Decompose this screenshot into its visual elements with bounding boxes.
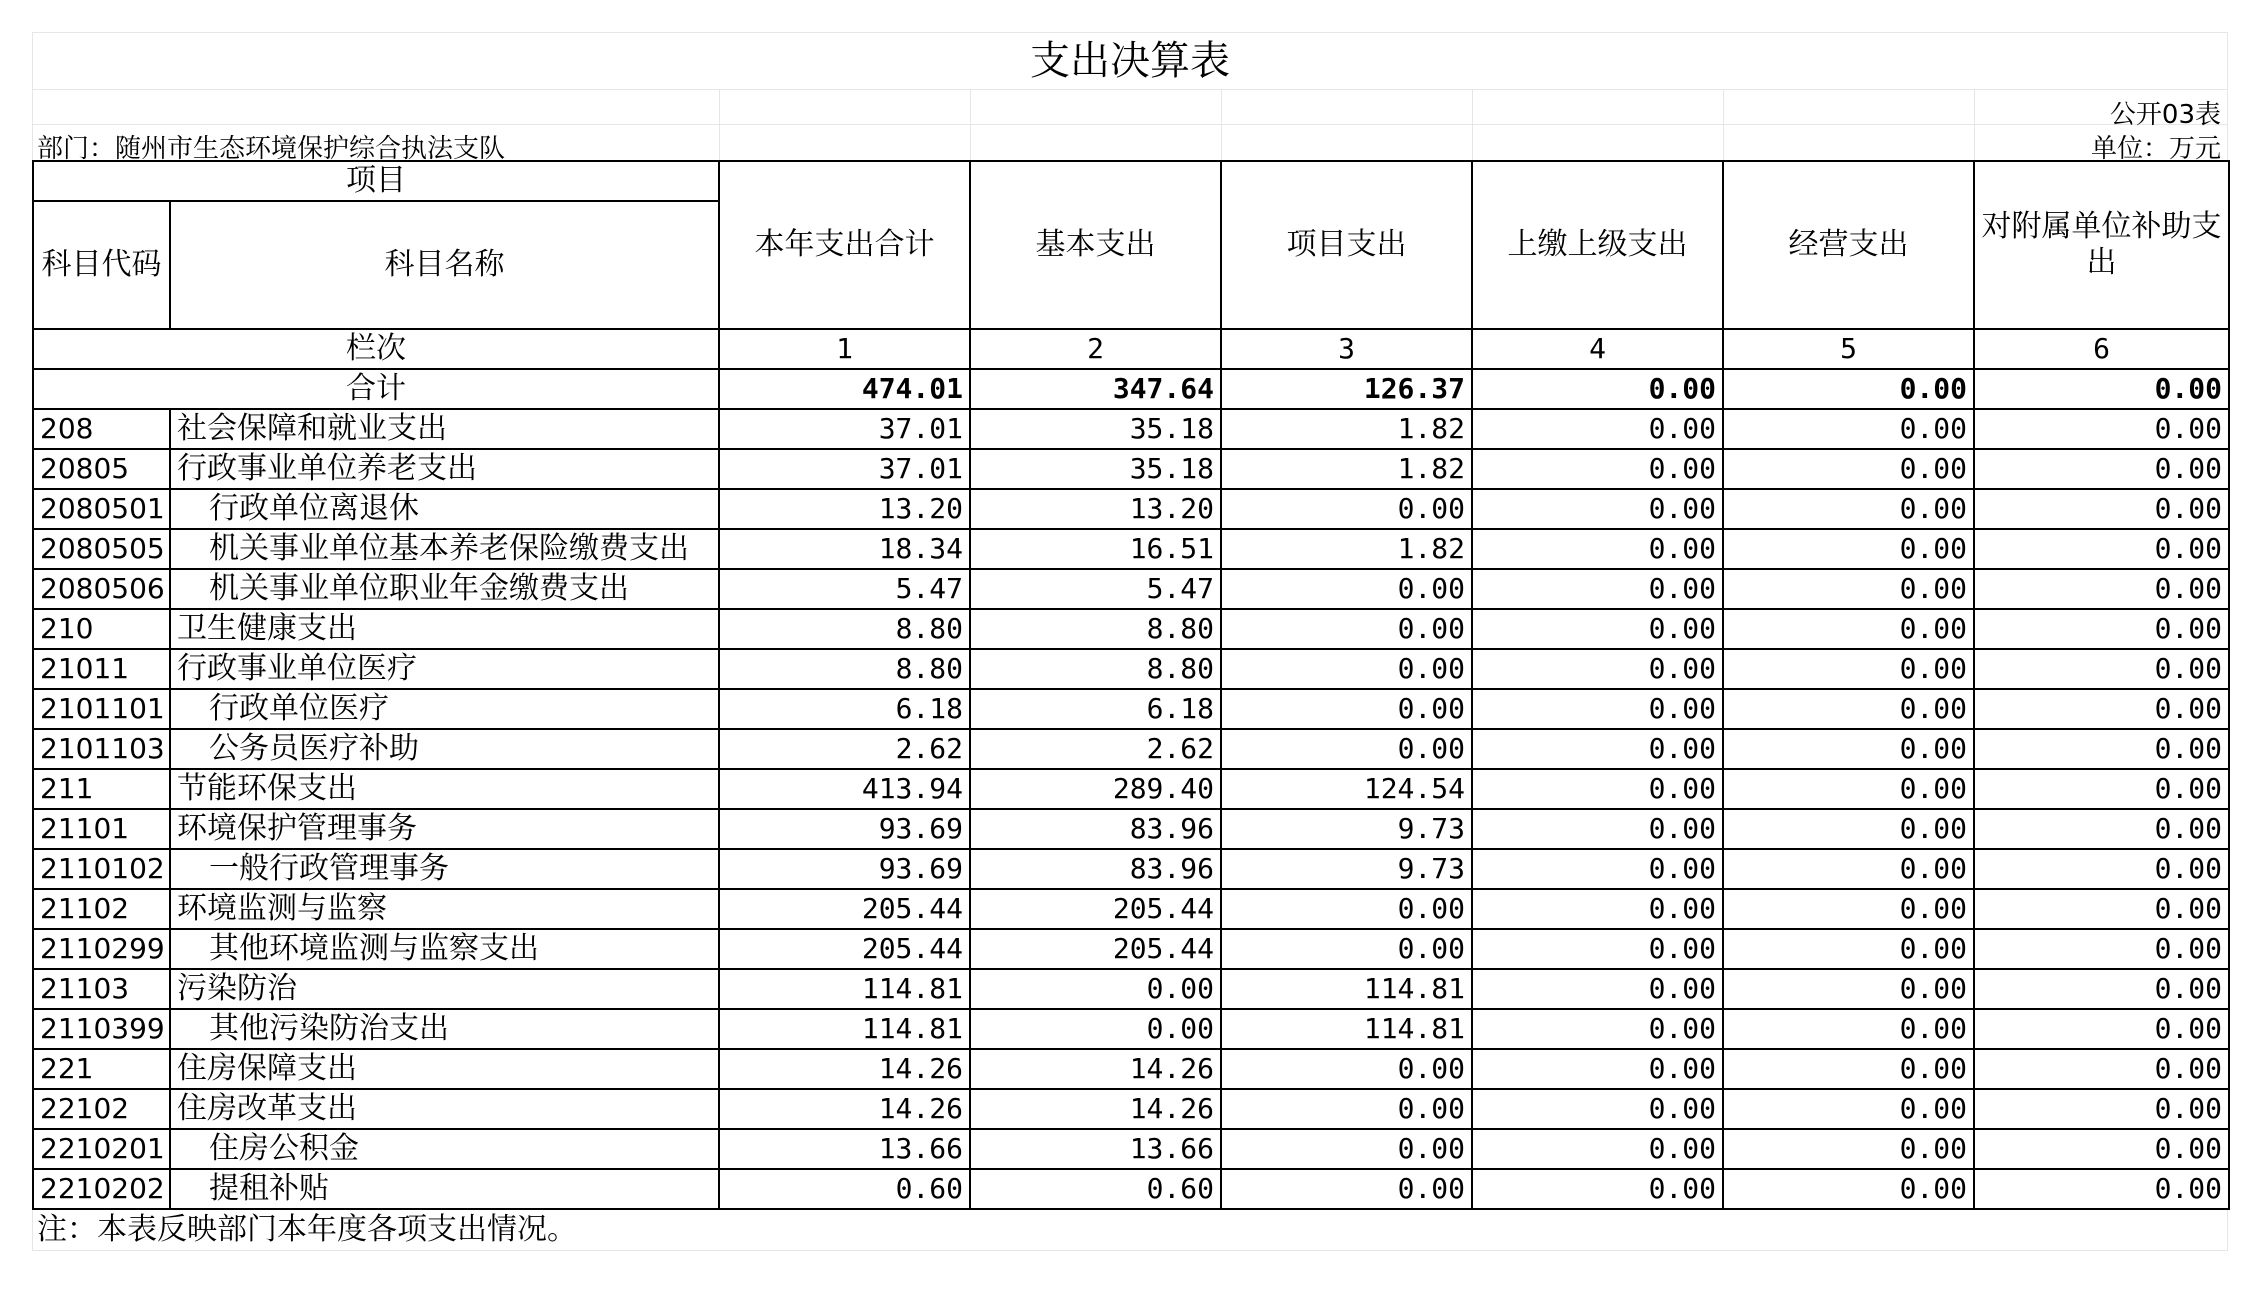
subject-code: 21101 [33,809,170,849]
amount-cell: 93.69 [719,849,970,889]
amount-cell: 0.00 [1221,729,1472,769]
table-row [33,569,2229,609]
amount-cell: 0.00 [1472,769,1723,809]
table-row [33,1009,2229,1049]
amount-cell: 0.00 [1974,849,2229,889]
amount-cell: 0.00 [1723,1129,1974,1169]
amount-cell: 0.00 [1723,1009,1974,1049]
amount-cell: 8.80 [970,649,1221,689]
amount-cell: 205.44 [719,929,970,969]
table-row [33,529,2229,569]
amount-cell: 0.00 [1974,889,2229,929]
amount-cell: 0.00 [1221,569,1472,609]
amount-cell: 2.62 [719,729,970,769]
table-row [33,1089,2229,1129]
amount-cell: 0.00 [970,1009,1221,1049]
amount-cell: 0.00 [1723,809,1974,849]
amount-cell: 289.40 [970,769,1221,809]
header-subject-name: 科目名称 [170,201,719,329]
subject-name: 其他环境监测与监察支出 [170,929,719,969]
amount-cell: 13.20 [970,489,1221,529]
total-value: 0.00 [1472,369,1723,409]
subject-code: 2110399 [33,1009,170,1049]
total-label: 合计 [33,369,719,409]
amount-cell: 9.73 [1221,809,1472,849]
total-value: 474.01 [719,369,970,409]
amount-cell: 0.00 [1221,929,1472,969]
amount-cell: 0.00 [1723,609,1974,649]
amount-cell: 0.00 [1221,889,1472,929]
column-number: 1 [719,329,970,369]
subject-name: 节能环保支出 [170,769,719,809]
amount-cell: 0.00 [1472,1009,1723,1049]
subject-code: 2110102 [33,849,170,889]
amount-cell: 13.66 [719,1129,970,1169]
sheet-meta [32,89,2228,164]
subject-code: 2101103 [33,729,170,769]
subject-name: 住房改革支出 [170,1089,719,1129]
subject-code: 208 [33,409,170,449]
amount-cell: 0.00 [1723,929,1974,969]
amount-cell: 0.00 [1472,529,1723,569]
amount-cell: 0.00 [1974,649,2229,689]
amount-cell: 0.00 [1472,449,1723,489]
table-note: 注：本表反映部门本年度各项支出情况。 [32,1210,2228,1251]
subject-code: 2101101 [33,689,170,729]
column-number-row [33,329,2229,369]
column-number-label: 栏次 [33,329,719,369]
total-value: 0.00 [1723,369,1974,409]
table-row [33,489,2229,529]
total-value: 347.64 [970,369,1221,409]
amount-cell: 1.82 [1221,409,1472,449]
amount-cell: 0.00 [1723,409,1974,449]
amount-cell: 0.00 [1974,569,2229,609]
table-row [33,449,2229,489]
table-row [33,929,2229,969]
subject-name: 环境保护管理事务 [170,809,719,849]
header-total-expenditure: 本年支出合计 [719,161,970,329]
amount-cell: 14.26 [719,1089,970,1129]
table-row [33,809,2229,849]
amount-cell: 0.00 [1723,889,1974,929]
subject-name: 行政事业单位养老支出 [170,449,719,489]
department-label: 部门：随州市生态环境保护综合执法支队 [37,134,506,164]
amount-cell: 5.47 [970,569,1221,609]
amount-cell: 0.00 [1472,929,1723,969]
amount-cell: 0.00 [1974,769,2229,809]
amount-cell: 16.51 [970,529,1221,569]
amount-cell: 0.00 [1472,609,1723,649]
table-row [33,849,2229,889]
amount-cell: 0.00 [1221,489,1472,529]
amount-cell: 93.69 [719,809,970,849]
unit-label: 单位：万元 [2090,134,2221,164]
amount-cell: 9.73 [1221,849,1472,889]
sheet-title: 支出决算表 [32,32,2228,89]
table-row [33,409,2229,449]
amount-cell: 5.47 [719,569,970,609]
subject-name: 机关事业单位职业年金缴费支出 [170,569,719,609]
amount-cell: 205.44 [970,929,1221,969]
amount-cell: 0.00 [1472,889,1723,929]
amount-cell: 0.00 [1723,689,1974,729]
column-number: 4 [1472,329,1723,369]
subject-name: 其他污染防治支出 [170,1009,719,1049]
amount-cell: 0.00 [1472,489,1723,529]
amount-cell: 0.00 [1472,1089,1723,1129]
amount-cell: 0.00 [1723,569,1974,609]
spreadsheet [32,32,2228,1251]
amount-cell: 124.54 [1221,769,1472,809]
amount-cell: 0.00 [1221,649,1472,689]
amount-cell: 6.18 [970,689,1221,729]
amount-cell: 413.94 [719,769,970,809]
amount-cell: 0.00 [1974,809,2229,849]
column-number: 5 [1723,329,1974,369]
header-basic-expenditure: 基本支出 [970,161,1221,329]
amount-cell: 0.00 [1723,729,1974,769]
amount-cell: 0.60 [719,1169,970,1209]
table-row [33,689,2229,729]
total-value: 126.37 [1221,369,1472,409]
table-row [33,889,2229,929]
amount-cell: 13.66 [970,1129,1221,1169]
amount-cell: 83.96 [970,809,1221,849]
subject-code: 2210201 [33,1129,170,1169]
header-subject-code: 科目代码 [33,201,170,329]
amount-cell: 0.00 [1472,1129,1723,1169]
amount-cell: 1.82 [1221,529,1472,569]
amount-cell: 0.00 [1974,449,2229,489]
amount-cell: 0.00 [1221,1049,1472,1089]
subject-code: 2080501 [33,489,170,529]
amount-cell: 0.00 [1723,1049,1974,1089]
amount-cell: 0.00 [1472,849,1723,889]
amount-cell: 0.00 [1723,849,1974,889]
amount-cell: 0.00 [1974,969,2229,1009]
subject-name: 住房保障支出 [170,1049,719,1089]
subject-code: 2110299 [33,929,170,969]
amount-cell: 0.00 [1974,729,2229,769]
amount-cell: 83.96 [970,849,1221,889]
amount-cell: 0.00 [1472,689,1723,729]
table-row [33,969,2229,1009]
table-row [33,1169,2229,1209]
header-project-expenditure: 项目支出 [1221,161,1472,329]
amount-cell: 0.00 [1974,1129,2229,1169]
amount-cell: 2.62 [970,729,1221,769]
amount-cell: 0.00 [1472,1049,1723,1089]
amount-cell: 0.00 [1472,969,1723,1009]
amount-cell: 35.18 [970,409,1221,449]
amount-cell: 0.00 [970,969,1221,1009]
amount-cell: 114.81 [1221,1009,1472,1049]
amount-cell: 0.00 [1974,1089,2229,1129]
total-value: 0.00 [1974,369,2229,409]
amount-cell: 0.00 [1221,689,1472,729]
subject-code: 211 [33,769,170,809]
header-project: 项目 [33,161,719,201]
subject-code: 2080506 [33,569,170,609]
expenditure-table [32,160,2230,1210]
header-remit-superior: 上缴上级支出 [1472,161,1723,329]
column-number: 3 [1221,329,1472,369]
amount-cell: 114.81 [719,969,970,1009]
amount-cell: 0.00 [1974,529,2229,569]
subject-name: 卫生健康支出 [170,609,719,649]
amount-cell: 0.00 [1974,609,2229,649]
amount-cell: 1.82 [1221,449,1472,489]
amount-cell: 0.00 [1472,409,1723,449]
subject-name: 污染防治 [170,969,719,1009]
amount-cell: 13.20 [719,489,970,529]
column-number: 6 [1974,329,2229,369]
amount-cell: 0.00 [1974,489,2229,529]
amount-cell: 205.44 [719,889,970,929]
amount-cell: 37.01 [719,409,970,449]
amount-cell: 0.00 [1974,929,2229,969]
amount-cell: 0.00 [1974,1009,2229,1049]
form-number: 公开03表 [2109,100,2221,130]
amount-cell: 114.81 [1221,969,1472,1009]
subject-code: 20805 [33,449,170,489]
subject-name: 机关事业单位基本养老保险缴费支出 [170,529,719,569]
header-row-1 [33,161,2229,201]
subject-code: 21102 [33,889,170,929]
subject-code: 210 [33,609,170,649]
amount-cell: 114.81 [719,1009,970,1049]
amount-cell: 0.00 [1472,729,1723,769]
subject-name: 社会保障和就业支出 [170,409,719,449]
amount-cell: 8.80 [719,609,970,649]
subject-name: 一般行政管理事务 [170,849,719,889]
subject-name: 提租补贴 [170,1169,719,1209]
subject-code: 2210202 [33,1169,170,1209]
amount-cell: 18.34 [719,529,970,569]
subject-name: 住房公积金 [170,1129,719,1169]
amount-cell: 0.00 [1974,1049,2229,1089]
amount-cell: 0.00 [1723,449,1974,489]
amount-cell: 37.01 [719,449,970,489]
amount-cell: 0.00 [1723,529,1974,569]
subject-code: 21103 [33,969,170,1009]
table-row [33,769,2229,809]
total-row [33,369,2229,409]
subject-name: 行政单位医疗 [170,689,719,729]
amount-cell: 0.00 [1723,1169,1974,1209]
amount-cell: 0.00 [1723,649,1974,689]
amount-cell: 0.60 [970,1169,1221,1209]
amount-cell: 14.26 [719,1049,970,1089]
subject-code: 221 [33,1049,170,1089]
amount-cell: 14.26 [970,1049,1221,1089]
table-body [33,369,2229,1209]
amount-cell: 0.00 [1723,969,1974,1009]
table-row [33,649,2229,689]
amount-cell: 0.00 [1472,809,1723,849]
amount-cell: 0.00 [1221,1169,1472,1209]
amount-cell: 0.00 [1221,1129,1472,1169]
amount-cell: 0.00 [1974,409,2229,449]
subject-code: 2080505 [33,529,170,569]
header-subsidy-subordinate: 对附属单位补助支出 [1974,161,2229,329]
table-row [33,609,2229,649]
amount-cell: 0.00 [1221,609,1472,649]
column-number: 2 [970,329,1221,369]
amount-cell: 8.80 [719,649,970,689]
amount-cell: 0.00 [1974,689,2229,729]
amount-cell: 14.26 [970,1089,1221,1129]
header-operating-expenditure: 经营支出 [1723,161,1974,329]
amount-cell: 6.18 [719,689,970,729]
amount-cell: 0.00 [1723,769,1974,809]
amount-cell: 0.00 [1723,489,1974,529]
amount-cell: 35.18 [970,449,1221,489]
subject-name: 环境监测与监察 [170,889,719,929]
amount-cell: 0.00 [1723,1089,1974,1129]
table-row [33,1049,2229,1089]
table-row [33,729,2229,769]
subject-name: 行政事业单位医疗 [170,649,719,689]
amount-cell: 0.00 [1472,569,1723,609]
subject-name: 行政单位离退休 [170,489,719,529]
amount-cell: 0.00 [1974,1169,2229,1209]
amount-cell: 0.00 [1472,649,1723,689]
subject-name: 公务员医疗补助 [170,729,719,769]
amount-cell: 205.44 [970,889,1221,929]
amount-cell: 0.00 [1221,1089,1472,1129]
subject-code: 22102 [33,1089,170,1129]
amount-cell: 0.00 [1472,1169,1723,1209]
subject-code: 21011 [33,649,170,689]
table-row [33,1129,2229,1169]
amount-cell: 8.80 [970,609,1221,649]
